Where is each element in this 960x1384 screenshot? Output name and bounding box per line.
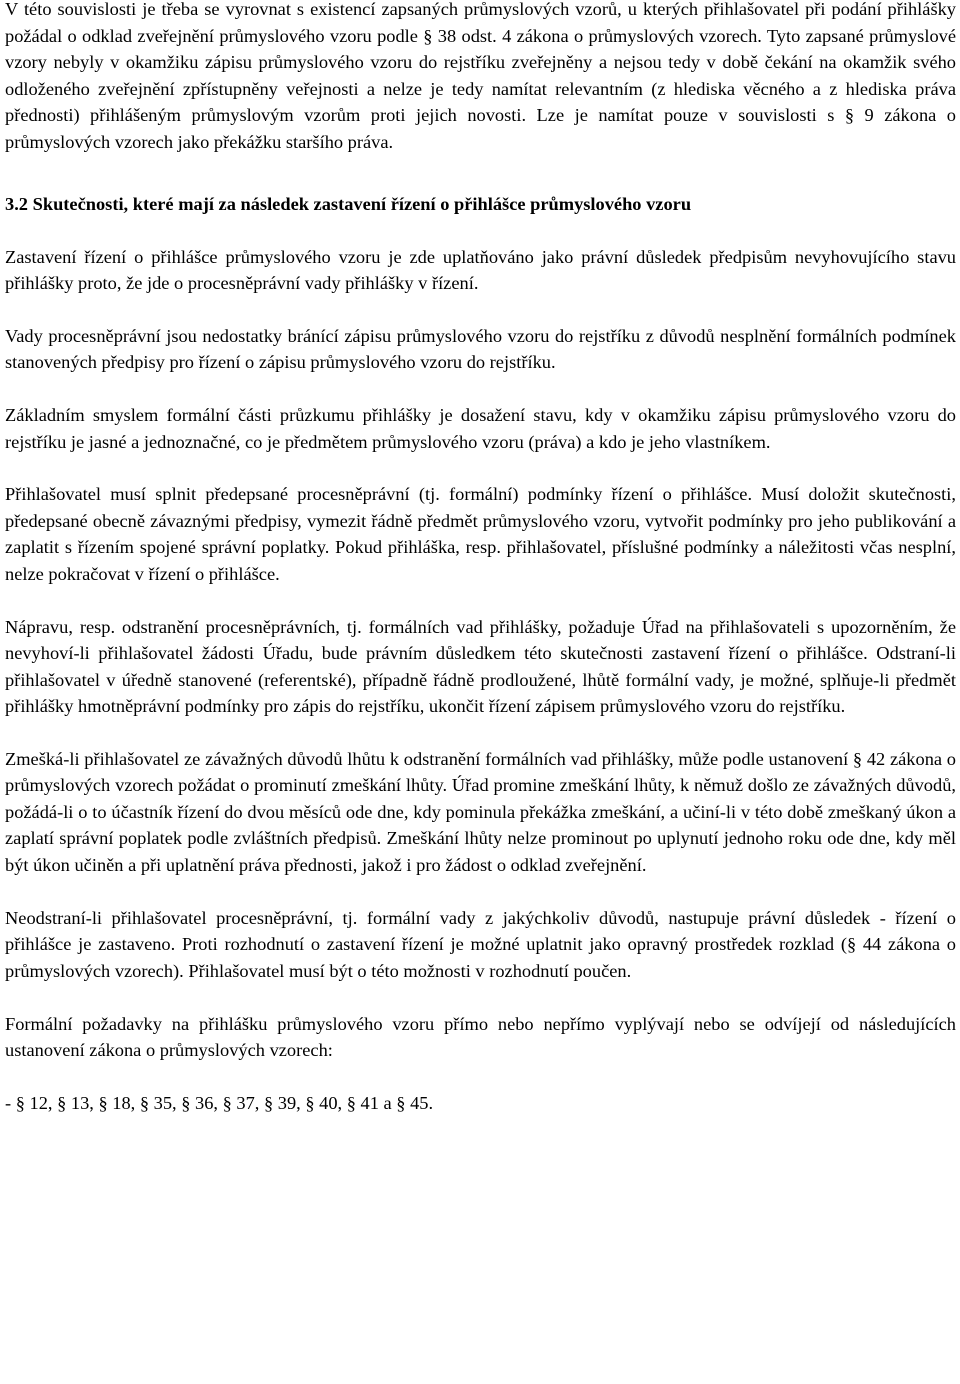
paragraph-5: Nápravu, resp. odstranění procesněprávních, tj. formálních vad přihlášky, požaduje Úřad na přihlašovateli s upozorněním, že nevyhoví-li přihlašovatel žádosti Úřadu, bude právním důsledkem této skutečnosti zastavení řízení o přihlášce. Odstraní-li přihlašovatel v úředně stanovené (referentské), případně řádně prodloužené, lhůtě formální vady, je možné, splňuje-li předmět přihlášky hmotněprávní podmínky pro zápis do rejstříku, ukončit řízení zápisem průmyslového vzoru do rejstříku. xyxy=(5,616,956,717)
paragraph-8: Formální požadavky na přihlášku průmyslového vzoru přímo nebo nepřímo vyplývají nebo se odvíjejí od následujících ustanovení zákona o průmyslových vzorech: xyxy=(5,1013,956,1061)
paragraph-6: Zmešká-li přihlašovatel ze závažných důvodů lhůtu k odstranění formálních vad přihlášky, může podle ustanovení § 42 zákona o průmyslových vzorech požádat o prominutí zmeškání lhůty. Úřad promine zmeškání lhůty, k němuž došlo ze závažných důvodů, požádá-li o to účastník řízení do dvou měsíců ode dne, kdy pominula překážka zmeškání, a učiní-li v této době zmeškaný úkon a zaplatí správní poplatek podle zvláštních předpisů. Zmeškání lhůty nelze prominout po uplynutí jednoho roku ode dne, kdy měl být úkon učiněn a při uplatnění práva přednosti, jakož i pro žádost o odklad zveřejnění. xyxy=(5,748,956,875)
section-heading xyxy=(5,191,956,218)
provisions-list: - § 12, § 13, § 18, § 35, § 36, § 37, § 39, § 40, § 41 a § 45. xyxy=(5,1092,434,1113)
paragraph-1: Zastavení řízení o přihlášce průmyslového vzoru je zde uplatňováno jako právní důsledek předpisům nevyhovujícího stavu přihlášky proto, že jde o procesněprávní vady přihlášky v řízení. xyxy=(5,246,956,293)
paragraph-2: Vady procesněprávní jsou nedostatky bránící zápisu průmyslového vzoru do rejstříku z důvodů nesplnění formálních podmínek stanovených předpisy pro řízení o zápisu průmyslového vzoru do rejstříku. xyxy=(5,325,956,373)
intro-paragraph: V této souvislosti je třeba se vyrovnat s existencí zapsaných průmyslových vzorů, u kterých přihlašovatel při podání přihlášky požádal o odklad zveřejnění průmyslového vzoru podle § 38 odst. 4 zákona o průmyslových vzorech. Tyto zapsané průmyslové vzory nebyly v okamžiku zápisu průmyslového vzoru do rejstříku zveřejněny a nejsou tedy v době čekání na okamžik svého odloženého zveřejnění zpřístupněny veřejnosti a nelze je tedy namítat relevantním (z hlediska věcného a z hlediska práva přednosti) přihlášeným průmyslovým vzorům proti jejich novosti. Lze je namítat pouze v souvislosti s § 9 zákona o průmyslových vzorech jako překážku staršího práva. xyxy=(5,0,956,152)
section-title: Skutečnosti, které mají za následek zastavení řízení o přihlášce průmyslového vzoru xyxy=(32,194,692,214)
section-number: 3.2 xyxy=(5,194,28,214)
paragraph-7: Neodstraní-li přihlašovatel procesněprávní, tj. formální vady z jakýchkoliv důvodů, nastupuje právní důsledek - řízení o přihlášce je zastaveno. Proti rozhodnutí o zastavení řízení je možné uplatnit jako opravný prostředek rozklad (§ 44 zákona o průmyslových vzorech). Přihlašovatel musí být o této možnosti v rozhodnutí poučen. xyxy=(5,907,956,981)
paragraph-3: Základním smyslem formální části průzkumu přihlášky je dosažení stavu, kdy v okamžiku zápisu průmyslového vzoru do rejstříku je jasné a jednoznačné, co je předmětem průmyslového vzoru (práva) a kdo je jeho vlastníkem. xyxy=(5,405,956,452)
paragraph-4: Přihlašovatel musí splnit předepsané procesněprávní (tj. formální) podmínky řízení o přihlášce. Musí doložit skutečnosti, předepsané obecně závaznými předpisy, vymezit řádně předmět průmyslového vzoru, vytvořit podmínky pro jeho publikování a zaplatit s řízením spojené správní poplatky. Pokud přihláška, resp. přihlašovatel, příslušné podmínky a náležitosti včas nesplní, nelze pokračovat v řízení o přihlášce. xyxy=(5,484,956,584)
